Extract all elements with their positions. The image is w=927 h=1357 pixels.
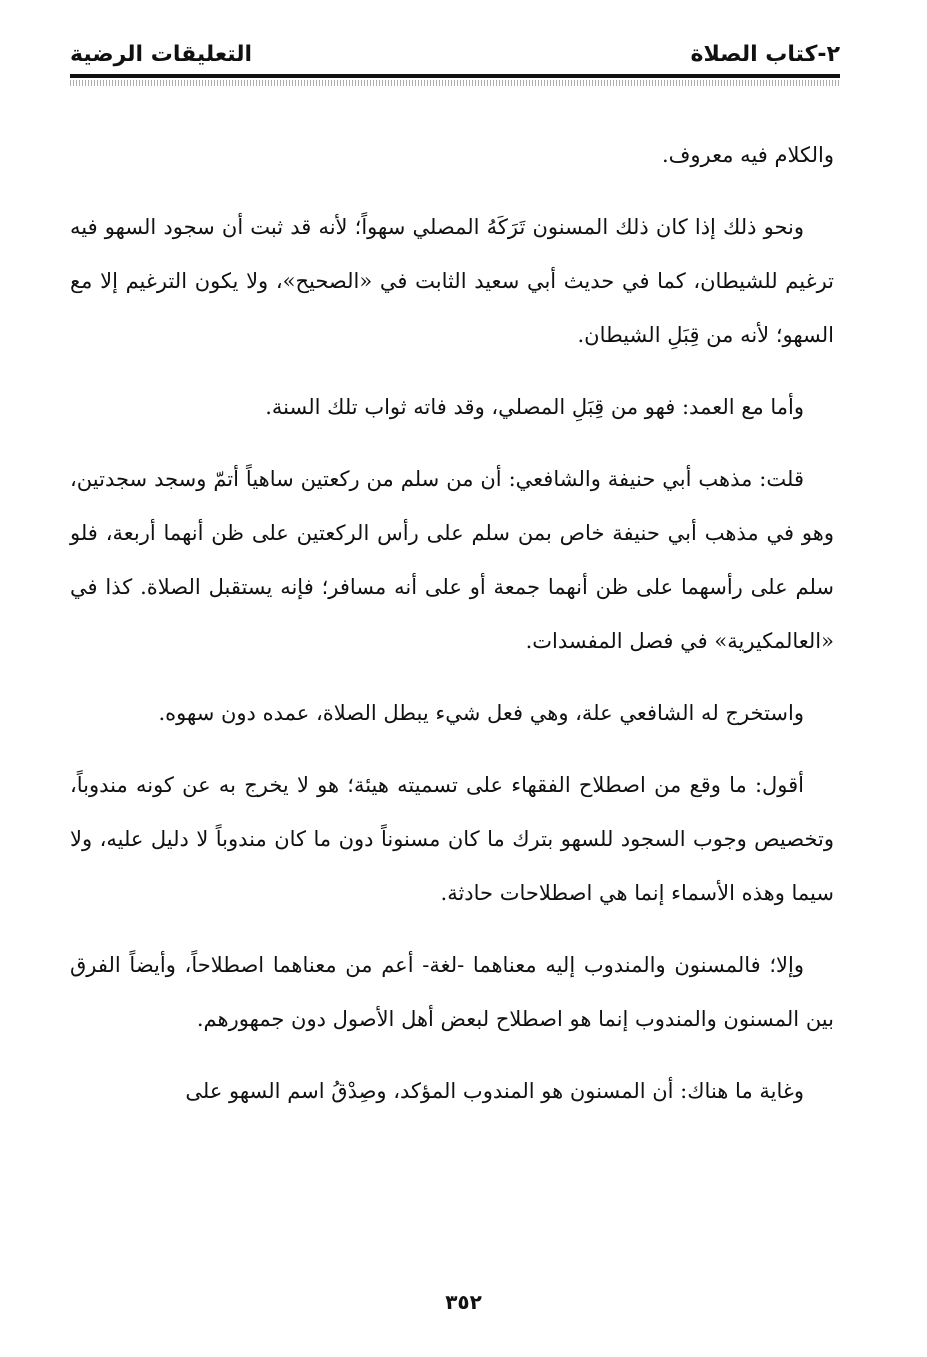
paragraph: والكلام فيه معروف. (661, 143, 834, 167)
main-text (70, 128, 834, 1136)
paragraph: أقول: ما وقع من اصطلاح الفقهاء على تسميته هيئة؛ هو لا يخرج به عن كونه مندوباً، وتخصيص وجوب السجود للسهو بترك ما كان مسنوناً دون ما كان مندوباً لا دليل عليه، ولا سيما وهذه الأسماء إنما هي اصطلاحات حادثة. (70, 773, 834, 905)
chapter-title: ٢-كتاب الصلاة (690, 42, 840, 67)
running-header (70, 38, 840, 74)
page-number: ٣٥٢ (445, 1290, 482, 1314)
paragraph: وغاية ما هناك: أن المسنون هو المندوب المؤكد، وصِدْقُ اسم السهو على (185, 1079, 804, 1103)
book-title: التعليقات الرضية (70, 42, 253, 67)
header-rule (70, 74, 840, 78)
paragraph: واستخرج له الشافعي علة، وهي فعل شيء يبطل الصلاة، عمده دون سهوه. (158, 701, 804, 725)
paragraph: قلت: مذهب أبي حنيفة والشافعي: أن من سلم من ركعتين ساهياً أتمّ وسجد سجدتين، وهو في مذهب أبي حنيفة خاص بمن سلم على رأس الركعتين على ظن أنهما أربعة، فلو سلم على رأسهما على ظن أنهما جمعة أو على أنه مسافر؛ فإنه يستقبل الصلاة. كذا في «العالمكيرية» في فصل المفسدات. (70, 467, 834, 653)
paragraph: ونحو ذلك إذا كان ذلك المسنون تَرَكَهُ المصلي سهواً؛ لأنه قد ثبت أن سجود السهو فيه ترغيم للشيطان، كما في حديث أبي سعيد الثابت في «الصحيح»، ولا يكون الترغيم إلا مع السهو؛ لأنه من قِبَلِ الشيطان. (70, 215, 834, 347)
header-dotted-rule (70, 80, 840, 86)
paragraph: وإلا؛ فالمسنون والمندوب إليه معناهما -لغة- أعم من معناهما اصطلاحاً، وأيضاً الفرق بين المسنون والمندوب إنما هو اصطلاح لبعض أهل الأصول دون جمهورهم. (70, 953, 834, 1031)
paragraph: وأما مع العمد: فهو من قِبَلِ المصلي، وقد فاته ثواب تلك السنة. (265, 395, 804, 419)
